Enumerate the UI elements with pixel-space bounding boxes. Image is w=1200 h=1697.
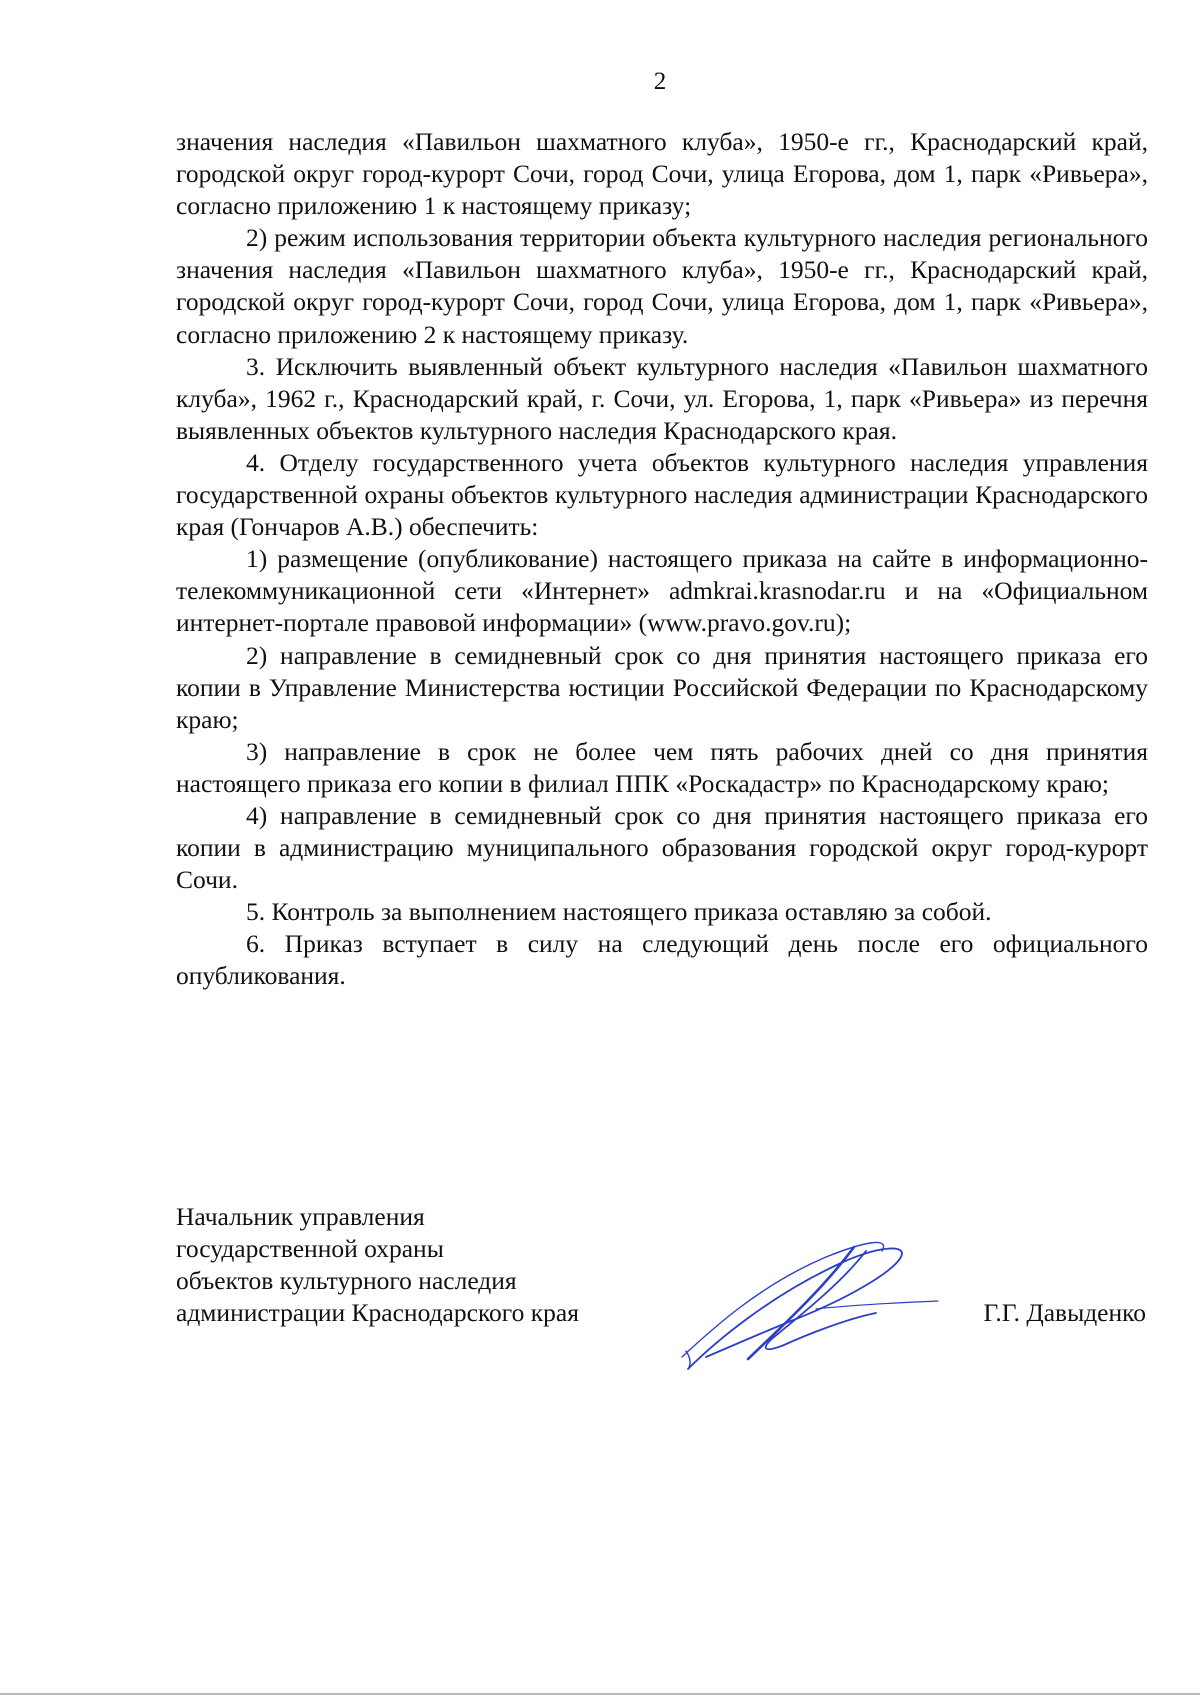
- paragraph: 4) направление в семидневный срок со дня принятия настоящего приказа его копии в администрацию муниципального образования городской округ город-курорт Сочи.: [176, 800, 1148, 895]
- signatory-title: [176, 1201, 579, 1329]
- paragraph: 3) направление в срок не более чем пять рабочих дней со дня принятия настоящего приказа его копии в филиал ППК «Роскадастр» по Краснодарскому краю;: [176, 736, 1148, 798]
- paragraph: значения наследия «Павильон шахматного клуба», 1950-е гг., Краснодарский край, городской округ город-курорт Сочи, город Сочи, улица Егорова, дом 1, парк «Ривьера», согласно приложению 1 к настоящему приказу;: [176, 127, 1148, 221]
- paragraph: 2) режим использования территории объекта культурного наследия регионального значения наследия «Павильон шахматного клуба», 1950-е гг., Краснодарский край, городской округ город-курорт Сочи, город Сочи, улица Егорова, дом 1, парк «Ривьера», согласно приложению 2 к настоящему приказу.: [176, 223, 1148, 349]
- paragraph: 2) направление в семидневный срок со дня принятия настоящего приказа его копии в Управление Министерства юстиции Российской Федерации по Краснодарскому краю;: [176, 640, 1148, 734]
- handwritten-signature: [676, 1233, 946, 1373]
- paragraph: 1) размещение (опубликование) настоящего приказа на сайте в информационно-телекоммуникационной сети «Интернет» admkrai.krasnodar.ru и на «Официальном интернет-портале правовой информации» (www.pravo.gov.ru);: [176, 544, 1148, 638]
- paragraph: 3. Исключить выявленный объект культурного наследия «Павильон шахматного клуба», 1962 г., Краснодарский край, г. Сочи, ул. Егорова, 1, парк «Ривьера» из перечня выявленных объектов культурного наследия Краснодарского края.: [176, 351, 1148, 445]
- document-body: [176, 126, 1148, 993]
- page-bottom-edge: [0, 1693, 1200, 1695]
- paragraph: 6. Приказ вступает в силу на следующий день после его официального опубликования.: [176, 929, 1148, 991]
- signatory-name: Г.Г. Давыденко: [983, 1298, 1146, 1328]
- signatory-title-line: Начальник управления: [176, 1202, 425, 1231]
- signature-block: [176, 1201, 1148, 1391]
- paragraph: 4. Отделу государственного учета объектов культурного наследия управления государственной охраны объектов культурного наследия администрации Краснодарского края (Гончаров А.В.) обеспечить:: [176, 447, 1148, 542]
- paragraph: 5. Контроль за выполнением настоящего приказа оставляю за собой.: [246, 897, 992, 927]
- signatory-title-line: объектов культурного наследия: [176, 1266, 517, 1296]
- page-number: 2: [653, 68, 667, 95]
- signatory-title-line: государственной охраны: [176, 1234, 444, 1264]
- signatory-title-line: администрации Краснодарского края: [176, 1298, 579, 1328]
